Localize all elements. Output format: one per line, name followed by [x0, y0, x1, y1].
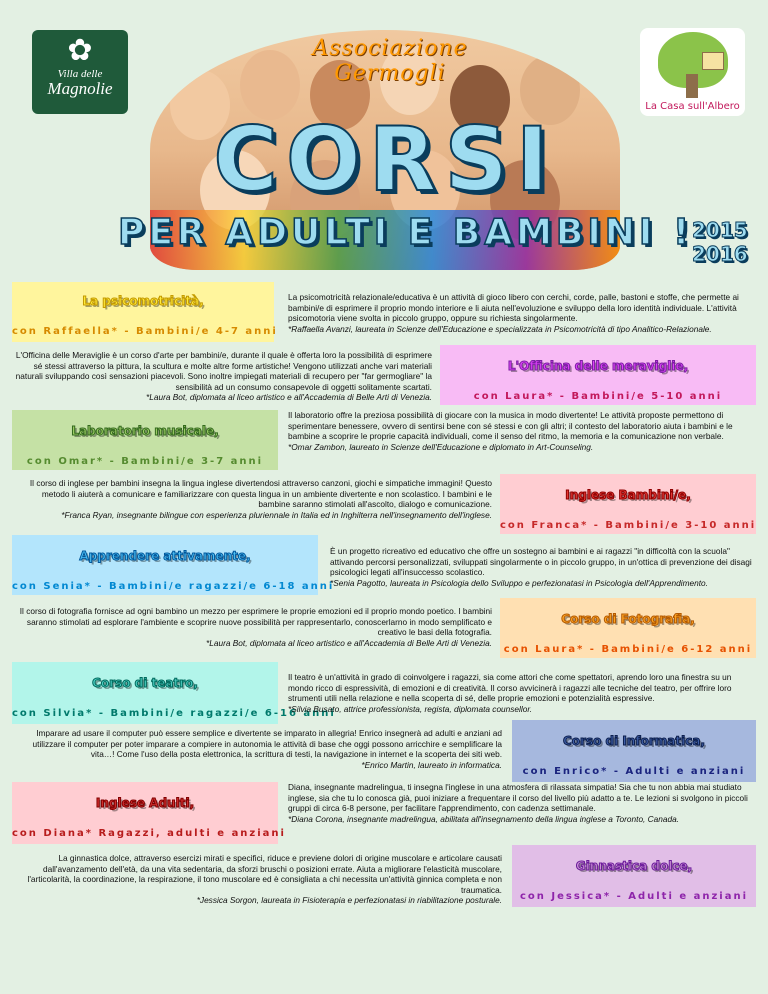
- course-description: [288, 782, 754, 824]
- course-title: Inglese Bambini/e,: [565, 488, 691, 502]
- description-text: Il laboratorio offre la preziosa possibilità di giocare con la musica in modo divertente! Le attività proposte permettono di sperimentare benessere, ovvero di sentirsi bene con sé stessi e con gli altri; il contesto del laboratorio aiuta i bambini e le bambine a scoprire le proprie capacità individuali, come il senso del ritmo, la memoria e la comunicazione non verbale.: [288, 410, 733, 442]
- instructor-note: *Senia Pagotto, laureata in Psicologia dello Sviluppo e perfezionatasi in Psicologia dell'Apprendimento.: [330, 577, 708, 588]
- year-end: 2016: [692, 242, 748, 266]
- course-title-box: [12, 535, 335, 595]
- course-description: [8, 606, 492, 648]
- instructor-note: *Franca Ryan, insegnante bilingue con esperienza pluriennale in Italia ed in Inghilterra nell'insegnamento dell'inglese.: [61, 509, 492, 520]
- course-title-box: [12, 410, 278, 470]
- logo-right-label: La Casa sull'Albero: [645, 101, 740, 112]
- page-title: CORSI: [213, 108, 557, 211]
- course-description: [288, 410, 750, 452]
- course-title-box: [512, 845, 756, 907]
- villa-magnolie-logo: [32, 30, 128, 114]
- course-description: [288, 292, 748, 334]
- course-title: Corso di Fotografia,: [561, 612, 695, 626]
- course-subtitle: con Silvia* - Bambini/e ragazzi/e 6-16 anni: [12, 708, 336, 719]
- course-title: L'Officina delle meraviglie,: [507, 359, 689, 373]
- course-title: La psicomotricità,: [82, 294, 204, 308]
- course-title: Inglese Adulti,: [95, 796, 195, 810]
- course-subtitle: con Omar* - Bambini/e 3-7 anni: [26, 456, 264, 467]
- casa-albero-logo: [640, 28, 745, 116]
- course-title: Laboratorio musicale,: [71, 424, 219, 438]
- course-title-box: [512, 720, 756, 782]
- year-start: 2015: [692, 218, 748, 242]
- course-title-box: [12, 662, 336, 724]
- instructor-note: *Enrico Martin, laureato in informatica.: [361, 759, 502, 770]
- course-title-box: [500, 474, 756, 534]
- association-name: Associazione Germogli: [312, 36, 468, 86]
- course-title: Apprendere attivamente,: [79, 549, 251, 563]
- instructor-note: *Laura Bot, diplomata al liceo artistico e all'Accademia di Belle Arti di Venezia.: [146, 392, 432, 403]
- course-description: [330, 546, 754, 588]
- instructor-note: *Silvia Busato, attrice professionista, regista, diplomata counsellor.: [288, 703, 533, 714]
- instructor-note: *Jessica Sorgon, laureata in Fisioterapia e perfezionatasi in riabilitazione posturale.: [196, 895, 502, 906]
- course-title: Corso di teatro,: [92, 676, 198, 690]
- course-title-box: [12, 282, 278, 342]
- logo-left-line1: Villa delle: [57, 68, 103, 80]
- course-subtitle: con Diana* Ragazzi, adulti e anziani: [12, 828, 286, 839]
- magnolia-icon: ✿: [67, 34, 93, 67]
- instructor-note: *Diana Corona, insegnante madrelingua, abilitata all'insegnamento della lingua inglese a Toronto, Canada.: [288, 813, 680, 824]
- course-subtitle: con Raffaella* - Bambini/e 4-7 anni: [12, 326, 278, 337]
- course-description: [8, 853, 502, 906]
- course-title: Corso di Informatica,: [562, 734, 706, 748]
- course-subtitle: con Enrico* - Adulti e anziani: [522, 766, 746, 777]
- description-text: L'Officina delle Meraviglie è un corso d'arte per bambini/e, durante il quale è offerta loro la possibilità di esprimere sé stessi attraverso la pittura, la scultura e molte altre forme artistiche! Vengono utilizzati anche vari materiali naturali sviluppando così sensazioni piacevoli. Sono inoltre impiegati materiali di recupero per "far germogliare" la sensibilità ad un consumo consapevole di oggetti solitamente scartati.: [15, 350, 432, 392]
- description-text: Il corso di fotografia fornisce ad ogni bambino un mezzo per esprimere le proprie emozioni ed il proprio mondo poetico. I bambini saranno stimolati ad esplorare l'ambiente e scoprire nuove possibilità per rappresentarlo, conoscerlarno in modo semplificato e creativo le basi della fotografia.: [19, 606, 492, 638]
- course-title-box: [500, 598, 756, 658]
- instructor-note: *Raffaella Avanzi, laureata in Scienze dell'Educazione e specializzata in Psicomotricità di tipo Analitico-Relazionale.: [288, 323, 712, 334]
- course-subtitle: con Laura* - Bambini/e 5-10 anni: [473, 391, 723, 402]
- treehouse-icon: [702, 52, 724, 70]
- course-description: [288, 672, 754, 714]
- description-text: Imparare ad usare il computer può essere semplice e divertente se imparato in allegria! Enrico insegnerà ad adulti e anziani ad utilizzare il computer per poter imparare a compiere in autonomia le attività di base che oggi possono arricchire e semplificare la vita…! Come l'uso della posta elettronica, la scrittura di testi, la navigazione in internet e la scoperta dei siti web.: [32, 728, 502, 760]
- page-subtitle: PER ADULTI E BAMBINI !: [118, 212, 694, 253]
- course-subtitle: con Jessica* - Adulti e anziani: [519, 891, 749, 902]
- description-text: È un progetto ricreativo ed educativo che offre un sostegno ai bambini e ai ragazzi "in difficoltà con la scuola" attivando percorsi personalizzati, sviluppati singolarmente o in piccolo gruppo, in un'ottica di prevenzione dei disagi psicologici legati all'insuccesso scolastico.: [330, 546, 752, 578]
- description-text: La psicomotricità relazionale/educativa è un attività di gioco libero con cerchi, corde, palle, bastoni e stoffe, che permette ai bambini/e di esprimere il proprio mondo interiore e li aiuta nell'evoluzione e sviluppo della loro identità individuale. L'attività psicomotoria viene svolta in piccolo gruppo, oppure su richiesta singolarmente.: [288, 292, 739, 324]
- course-title: Ginnastica dolce,: [575, 859, 693, 873]
- course-title-box: [12, 782, 286, 844]
- description-text: Il teatro è un'attività in grado di coinvolgere i ragazzi, sia come attori che come spettatori, aprendo loro una finestra su un mondo ricco di espressività, di emozioni e di creatività. Il corso avvicinerà i ragazzi alle tecniche del teatro, per offrire loro strumenti utili nella relazione e nella scoperta di sé, delle proprie emozioni e potenzialità espressive.: [288, 672, 732, 704]
- course-description: [8, 350, 432, 403]
- header: [0, 0, 768, 275]
- description-text: La ginnastica dolce, attraverso esercizi mirati e specifici, riduce e previene dolori di origine muscolare e articolare causati dall'avanzamento dell'età, da una vita sedentaria, da sforzi bruschi o posizioni errate. Aiuta a migliorare l'elasticità muscolare, l'articolarità, la coordinazione, la respirazione, il tono muscolare ed è consigliata a chi necessita un'attività ginnica completa e non traumatica.: [27, 853, 502, 895]
- course-subtitle: con Laura* - Bambini/e 6-12 anni: [503, 644, 753, 655]
- instructor-note: *Laura Bot, diplomata al liceo artistico e all'Accademia di Belle Arti di Venezia.: [206, 637, 492, 648]
- course-subtitle: con Senia* - Bambini/e ragazzi/e 6-18 anni: [12, 581, 335, 592]
- tree-trunk: [686, 74, 698, 98]
- course-description: [8, 728, 502, 770]
- course-description: [8, 478, 492, 520]
- course-subtitle: con Franca* - Bambini/e 3-10 anni: [500, 520, 757, 531]
- description-text: Diana, insegnante madrelingua, ti insegna l'inglese in una atmosfera di rilassata simpatia! Sia che tu non abbia mai studiato inglese, sia che tu lo conosca già, puoi iniziare a frequentare il corso del livello più adatto a te. Le lezioni si svolgono in piccoli gruppi di circa 6-8 persone, per facilitare l'apprendimento, con cadenza settimanale.: [288, 782, 748, 814]
- logo-left-line2: Magnolie: [47, 79, 113, 98]
- description-text: Il corso di inglese per bambini insegna la lingua inglese divertendosi attraverso canzoni, giochi e simpatiche immagini! Questo metodo li aiuterà a comunicare e familiarizzare con questa lingua in un ambiente divertente e non scolastico. I bambini e le bambine saranno stimolati all'ascolto, dialogo e comunicazione.: [29, 478, 492, 510]
- course-title-box: [440, 345, 756, 405]
- instructor-note: *Omar Zambon, laureato in Scienze dell'Educazione e diplomato in Art-Counseling.: [288, 441, 594, 452]
